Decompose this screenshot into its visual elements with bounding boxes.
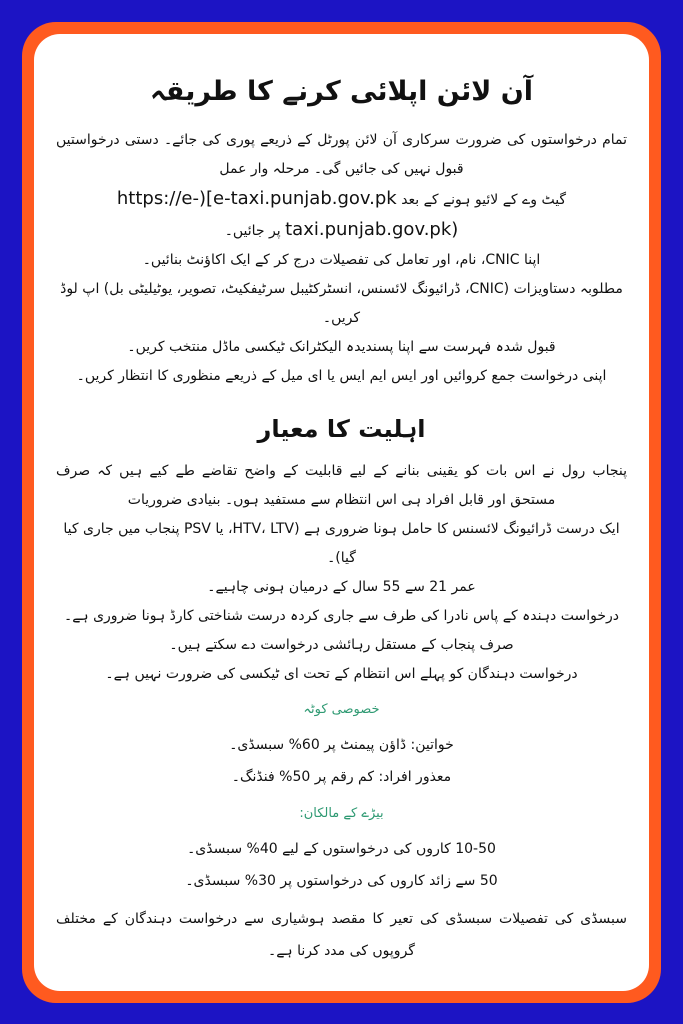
gateway-suffix: پر جائیں۔ — [224, 223, 281, 239]
orange-frame — [22, 22, 661, 1003]
eligibility-item: عمر 21 سے 55 سال کے درمیان ہونی چاہیے۔ — [207, 579, 476, 595]
gateway-prefix: گیٹ وے کے لائیو ہونے کے بعد — [401, 192, 567, 208]
apply-step: مطلوبہ دستاویزات (CNIC، ڈرائیونگ لائسنس، انسٹرکٹیبل سرٹیفکیٹ، تصویر، یوٹیلیٹی بل) اپ لوڈ کریں۔ — [60, 281, 623, 326]
eligibility-item: ایک درست ڈرائیونگ لائسنس کا حامل ہونا ضروری ہے (HTV، LTV، یا PSV پنجاب میں جاری کیا گیا)۔ — [63, 521, 620, 566]
eligibility-intro: پنجاب رول نے اس بات کو یقینی بنانے کے لیے قابلیت کے واضح تقاضے طے کیے ہیں کہ صرف مستحق اور قابل افراد ہی اس انتظام سے مستفید ہوں۔ بنیادی ضروریات — [56, 463, 627, 508]
eligibility-title: اہلیت کا معیار — [257, 415, 426, 443]
apply-step: قبول شدہ فہرست سے اپنا پسندیدہ الیکٹرانک ٹیکسی ماڈل منتخب کریں۔ — [127, 339, 556, 355]
page-title: آن لائن اپلائی کرنے کا طریقہ — [149, 76, 534, 107]
quota-title: خصوصی کوٹہ — [303, 702, 380, 717]
quota-item: خواتین: ڈاؤن پیمنٹ پر 60% سبسڈی۔ — [229, 737, 454, 753]
quota-item: معذور افراد: کم رقم پر 50% فنڈنگ۔ — [231, 769, 452, 785]
fleet-item: 10-50 کاروں کی درخواستوں کے لیے 40% سبسڈی۔ — [187, 841, 496, 857]
gateway-url-link[interactable]: https://e-)[e-taxi.punjab.gov.pk — [116, 188, 397, 209]
content-panel — [34, 34, 649, 991]
eligibility-item: درخواست دہندگان کو پہلے اس انتظام کے تحت ای ٹیکسی کی ضرورت نہیں ہے۔ — [105, 666, 578, 682]
apply-intro: تمام درخواستوں کی ضرورت سرکاری آن لائن پورٹل کے ذریعے پوری کی جائے۔ دستی درخواستیں قبول نہیں کی جائیں گی۔ مرحلہ وار عمل — [56, 132, 627, 177]
fleet-title: بیڑے کے مالکان: — [299, 806, 384, 821]
gateway-line-2 — [56, 215, 627, 246]
gateway-line — [56, 184, 627, 215]
gateway-url-link-2[interactable]: taxi.punjab.gov.pk) — [285, 219, 459, 240]
fleet-item: 50 سے زائد کاروں کی درخواستوں پر 30% سبسڈی۔ — [185, 873, 498, 889]
document-body — [56, 72, 627, 967]
apply-step: اپنی درخواست جمع کروائیں اور ایس ایم ایس یا ای میل کے ذریعے منظوری کا انتظار کریں۔ — [76, 368, 607, 384]
eligibility-item: صرف پنجاب کے مستقل رہائشی درخواست دے سکتے ہیں۔ — [169, 637, 514, 653]
closing-text: سبسڈی کی تفصیلات سبسڈی کی تعیر کا مقصد ہوشیاری سے درخواست دہندگان کے مختلف گروپوں کی مدد کرنا ہے۔ — [56, 911, 627, 959]
apply-step: اپنا CNIC، نام، اور تعامل کی تفصیلات درج کر کے ایک اکاؤنٹ بنائیں۔ — [142, 252, 541, 268]
eligibility-item: درخواست دہندہ کے پاس نادرا کی طرف سے جاری کردہ درست شناختی کارڈ ہونا ضروری ہے۔ — [64, 608, 619, 624]
